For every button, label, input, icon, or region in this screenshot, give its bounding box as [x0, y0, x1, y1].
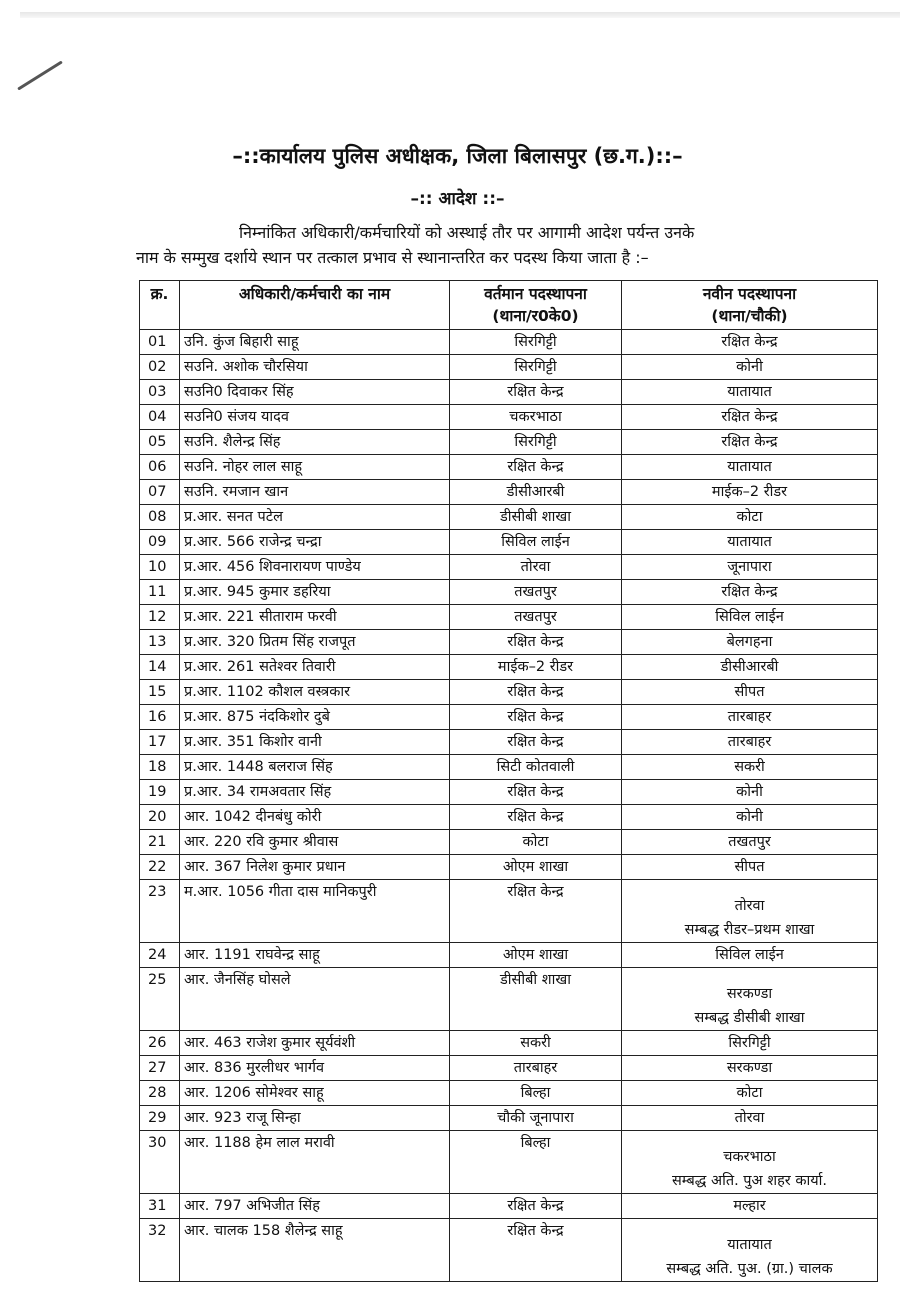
row-serial: 12 [140, 605, 180, 630]
row-new-posting-place: माईक–2 रीडर [711, 484, 788, 500]
row-current-posting: रक्षित केन्द्र [450, 880, 622, 943]
row-new-posting [622, 968, 878, 1031]
row-new-posting [622, 530, 878, 555]
row-serial: 31 [140, 1194, 180, 1219]
row-new-posting-note: सम्बद्ध डीसीबी शाखा [694, 1010, 805, 1026]
header-current-line-2: (थाना/र0के0) [492, 307, 579, 325]
row-new-posting [622, 455, 878, 480]
row-serial: 30 [140, 1131, 180, 1194]
table-row [140, 1056, 878, 1081]
row-new-posting [622, 380, 878, 405]
table-row [140, 330, 878, 355]
row-current-posting: तारबाहर [450, 1056, 622, 1081]
row-new-posting-place: सीपत [734, 859, 765, 875]
table-row [140, 430, 878, 455]
row-serial: 23 [140, 880, 180, 943]
row-current-posting: रक्षित केन्द्र [450, 380, 622, 405]
row-new-posting [622, 705, 878, 730]
row-new-posting [622, 480, 878, 505]
table-row [140, 455, 878, 480]
row-new-posting [622, 630, 878, 655]
row-name: आर. 463 राजेश कुमार सूर्यवंशी [180, 1031, 450, 1056]
row-serial: 11 [140, 580, 180, 605]
row-new-posting [622, 605, 878, 630]
intro-paragraph [136, 220, 856, 270]
row-new-posting-place: सरकण्डा [726, 986, 773, 1002]
header-new-line-2: (थाना/चौकी) [711, 307, 788, 325]
table-row [140, 1081, 878, 1106]
row-serial: 04 [140, 405, 180, 430]
row-current-posting: रक्षित केन्द्र [450, 1194, 622, 1219]
row-name: प्र.आर. 1102 कौशल वस्त्रकार [180, 680, 450, 705]
row-new-posting [622, 680, 878, 705]
row-current-posting: सिरगिट्टी [450, 430, 622, 455]
row-name: आर. 797 अभिजीत सिंह [180, 1194, 450, 1219]
row-new-posting-place: डीसीआरबी [720, 659, 779, 675]
row-new-posting-place: तोरवा [734, 898, 765, 914]
row-current-posting: रक्षित केन्द्र [450, 1219, 622, 1282]
row-name: प्र.आर. 945 कुमार डहरिया [180, 580, 450, 605]
row-serial: 21 [140, 830, 180, 855]
header-current-posting [450, 281, 622, 330]
table-row [140, 830, 878, 855]
intro-line-1: निम्नांकित अधिकारी/कर्मचारियों को अस्थाई तौर पर आगामी आदेश पर्यन्त उनके [239, 223, 695, 242]
row-new-posting [622, 855, 878, 880]
row-new-posting [622, 555, 878, 580]
row-new-posting-note: सम्बद्ध अति. पुअ शहर कार्या. [672, 1173, 827, 1189]
table-row [140, 405, 878, 430]
table-row [140, 655, 878, 680]
row-name: उनि. कुंज बिहारी साहू [180, 330, 450, 355]
row-current-posting: ओएम शाखा [450, 943, 622, 968]
row-name: सउनि. शैलेन्द्र सिंह [180, 430, 450, 455]
header-new-line-1: नवीन पदस्थापना [702, 285, 797, 303]
row-new-posting [622, 1081, 878, 1106]
table-row [140, 730, 878, 755]
table-row [140, 605, 878, 630]
row-serial: 10 [140, 555, 180, 580]
row-current-posting: रक्षित केन्द्र [450, 805, 622, 830]
row-name: प्र.आर. 351 किशोर वानी [180, 730, 450, 755]
row-serial: 29 [140, 1106, 180, 1131]
row-current-posting: सकरी [450, 1031, 622, 1056]
office-heading: –::कार्यालय पुलिस अधीक्षक, जिला बिलासपुर (छ.ग.)::– [232, 144, 683, 168]
row-current-posting: चौकी जूनापारा [450, 1106, 622, 1131]
row-current-posting: चकरभाठा [450, 405, 622, 430]
row-name: आर. 1191 राघवेन्द्र साहू [180, 943, 450, 968]
table-header-row [140, 281, 878, 330]
row-serial: 08 [140, 505, 180, 530]
row-new-posting [622, 943, 878, 968]
row-current-posting: रक्षित केन्द्र [450, 705, 622, 730]
row-serial: 07 [140, 480, 180, 505]
row-name: प्र.आर. 1448 बलराज सिंह [180, 755, 450, 780]
row-new-posting [622, 430, 878, 455]
table-row [140, 1131, 878, 1194]
row-name: प्र.आर. सनत पटेल [180, 505, 450, 530]
row-serial: 26 [140, 1031, 180, 1056]
row-current-posting: ओएम शाखा [450, 855, 622, 880]
row-current-posting: कोटा [450, 830, 622, 855]
row-serial: 20 [140, 805, 180, 830]
row-name: आर. 1042 दीनबंधु कोरी [180, 805, 450, 830]
row-new-posting-place: सिविल लाईन [715, 947, 784, 963]
row-new-posting-place: रक्षित केन्द्र [721, 434, 778, 450]
row-name: प्र.आर. 456 शिवनारायण पाण्डेय [180, 555, 450, 580]
row-serial: 15 [140, 680, 180, 705]
row-new-posting [622, 1194, 878, 1219]
row-serial: 03 [140, 380, 180, 405]
row-serial: 17 [140, 730, 180, 755]
row-current-posting: सिरगिट्टी [450, 330, 622, 355]
header-current-line-1: वर्तमान पदस्थापना [484, 285, 587, 303]
row-name: म.आर. 1056 गीता दास मानिकपुरी [180, 880, 450, 943]
row-current-posting: बिल्हा [450, 1131, 622, 1194]
row-new-posting-place: सिविल लाईन [715, 609, 784, 625]
transfer-table [139, 280, 878, 1282]
table-row [140, 943, 878, 968]
row-name: प्र.आर. 221 सीताराम फरवी [180, 605, 450, 630]
row-new-posting [622, 505, 878, 530]
row-new-posting-place: चकरभाठा [723, 1149, 776, 1165]
row-name: आर. 220 रवि कुमार श्रीवास [180, 830, 450, 855]
row-new-posting-place: सीपत [734, 684, 765, 700]
row-new-posting [622, 730, 878, 755]
row-name: सउनि0 संजय यादव [180, 405, 450, 430]
row-name: सउनि. रमजान खान [180, 480, 450, 505]
row-serial: 19 [140, 780, 180, 805]
row-name: आर. 367 निलेश कुमार प्रधान [180, 855, 450, 880]
row-current-posting: रक्षित केन्द्र [450, 630, 622, 655]
row-new-posting-note: सम्बद्ध अति. पुअ. (ग्रा.) चालक [666, 1261, 833, 1277]
row-serial: 27 [140, 1056, 180, 1081]
table-row [140, 968, 878, 1031]
row-new-posting [622, 1106, 878, 1131]
row-name: आर. 1188 हेम लाल मरावी [180, 1131, 450, 1194]
row-serial: 32 [140, 1219, 180, 1282]
row-name: आर. जैनसिंह घोसले [180, 968, 450, 1031]
table-row [140, 1219, 878, 1282]
row-serial: 01 [140, 330, 180, 355]
row-new-posting-place: सिरगिट्टी [728, 1035, 771, 1051]
row-new-posting-place: कोनी [736, 359, 763, 375]
row-new-posting-place: रक्षित केन्द्र [721, 584, 778, 600]
row-serial: 09 [140, 530, 180, 555]
row-new-posting [622, 655, 878, 680]
table-row [140, 755, 878, 780]
row-current-posting: रक्षित केन्द्र [450, 455, 622, 480]
row-serial: 06 [140, 455, 180, 480]
row-new-posting [622, 1031, 878, 1056]
row-new-posting [622, 805, 878, 830]
row-current-posting: रक्षित केन्द्र [450, 730, 622, 755]
row-new-posting-place: तारबाहर [727, 734, 772, 750]
row-name: प्र.आर. 875 नंदकिशोर दुबे [180, 705, 450, 730]
table-row [140, 1106, 878, 1131]
row-name: प्र.आर. 261 सतेश्वर तिवारी [180, 655, 450, 680]
row-new-posting-place: कोटा [736, 509, 763, 525]
header-serial: क्र. [140, 281, 180, 330]
table-row [140, 680, 878, 705]
table-row [140, 705, 878, 730]
table-row [140, 555, 878, 580]
row-new-posting [622, 1056, 878, 1081]
pen-mark [17, 60, 63, 90]
row-current-posting: तखतपुर [450, 580, 622, 605]
row-current-posting: तोरवा [450, 555, 622, 580]
row-name: सउनि. अशोक चौरसिया [180, 355, 450, 380]
row-current-posting: रक्षित केन्द्र [450, 680, 622, 705]
row-new-posting-place: यातायात [727, 459, 772, 475]
row-name: सउनि0 दिवाकर सिंह [180, 380, 450, 405]
row-new-posting-place: यातायात [727, 384, 772, 400]
row-current-posting: बिल्हा [450, 1081, 622, 1106]
table-row [140, 530, 878, 555]
row-name: प्र.आर. 34 रामअवतार सिंह [180, 780, 450, 805]
row-new-posting-place: सरकण्डा [726, 1060, 773, 1076]
scan-edge-shadow [20, 12, 900, 18]
row-serial: 14 [140, 655, 180, 680]
row-new-posting-place: बेलगहना [726, 634, 773, 650]
table-row [140, 580, 878, 605]
row-current-posting: डीसीआरबी [450, 480, 622, 505]
row-current-posting: सिटी कोतवाली [450, 755, 622, 780]
row-serial: 25 [140, 968, 180, 1031]
row-serial: 24 [140, 943, 180, 968]
row-serial: 13 [140, 630, 180, 655]
row-current-posting: डीसीबी शाखा [450, 968, 622, 1031]
row-new-posting [622, 830, 878, 855]
row-current-posting: रक्षित केन्द्र [450, 780, 622, 805]
row-name: आर. चालक 158 शैलेन्द्र साहू [180, 1219, 450, 1282]
row-serial: 02 [140, 355, 180, 380]
row-name: प्र.आर. 320 प्रितम सिंह राजपूत [180, 630, 450, 655]
row-new-posting [622, 1131, 878, 1194]
row-current-posting: डीसीबी शाखा [450, 505, 622, 530]
row-current-posting: सिरगिट्टी [450, 355, 622, 380]
row-name: आर. 923 राजू सिन्हा [180, 1106, 450, 1131]
row-new-posting [622, 780, 878, 805]
row-name: प्र.आर. 566 राजेन्द्र चन्द्रा [180, 530, 450, 555]
row-new-posting-place: मल्हार [733, 1198, 766, 1214]
row-serial: 28 [140, 1081, 180, 1106]
row-new-posting-place: रक्षित केन्द्र [721, 409, 778, 425]
table-row [140, 630, 878, 655]
row-new-posting-place: तारबाहर [727, 709, 772, 725]
header-new-posting [622, 281, 878, 330]
row-new-posting-place: रक्षित केन्द्र [721, 334, 778, 350]
header-name: अधिकारी/कर्मचारी का नाम [180, 281, 450, 330]
order-heading: –:: आदेश ::– [410, 189, 505, 209]
table-row [140, 380, 878, 405]
row-new-posting-place: कोटा [736, 1085, 763, 1101]
row-new-posting-place: कोनी [736, 784, 763, 800]
row-new-posting [622, 355, 878, 380]
row-name: आर. 1206 सोमेश्वर साहू [180, 1081, 450, 1106]
row-new-posting-place: जूनापारा [727, 559, 772, 575]
table-row [140, 1031, 878, 1056]
row-new-posting [622, 755, 878, 780]
row-current-posting: माईक–2 रीडर [450, 655, 622, 680]
row-new-posting-place: तोरवा [734, 1110, 765, 1126]
row-serial: 18 [140, 755, 180, 780]
row-new-posting-place: सकरी [734, 759, 765, 775]
row-new-posting [622, 580, 878, 605]
row-name: आर. 836 मुरलीधर भार्गव [180, 1056, 450, 1081]
row-new-posting-note: सम्बद्ध रीडर–प्रथम शाखा [684, 922, 815, 938]
row-new-posting [622, 1219, 878, 1282]
intro-line-2: नाम के सम्मुख दर्शाये स्थान पर तत्काल प्रभाव से स्थानान्तरित कर पदस्थ किया जाता है :– [136, 248, 649, 267]
table-row [140, 1194, 878, 1219]
row-current-posting: सिविल लाईन [450, 530, 622, 555]
row-new-posting-place: कोनी [736, 809, 763, 825]
table-row [140, 355, 878, 380]
table-row [140, 505, 878, 530]
row-serial: 22 [140, 855, 180, 880]
table-row [140, 480, 878, 505]
row-serial: 05 [140, 430, 180, 455]
row-current-posting: तखतपुर [450, 605, 622, 630]
row-new-posting [622, 405, 878, 430]
row-new-posting [622, 880, 878, 943]
row-name: सउनि. नोहर लाल साहू [180, 455, 450, 480]
table-row [140, 780, 878, 805]
row-new-posting-place: यातायात [727, 534, 772, 550]
row-new-posting-place: यातायात [727, 1237, 772, 1253]
row-new-posting [622, 330, 878, 355]
table-row [140, 855, 878, 880]
table-row [140, 880, 878, 943]
row-new-posting-place: तखतपुर [728, 834, 771, 850]
table-row [140, 805, 878, 830]
row-serial: 16 [140, 705, 180, 730]
